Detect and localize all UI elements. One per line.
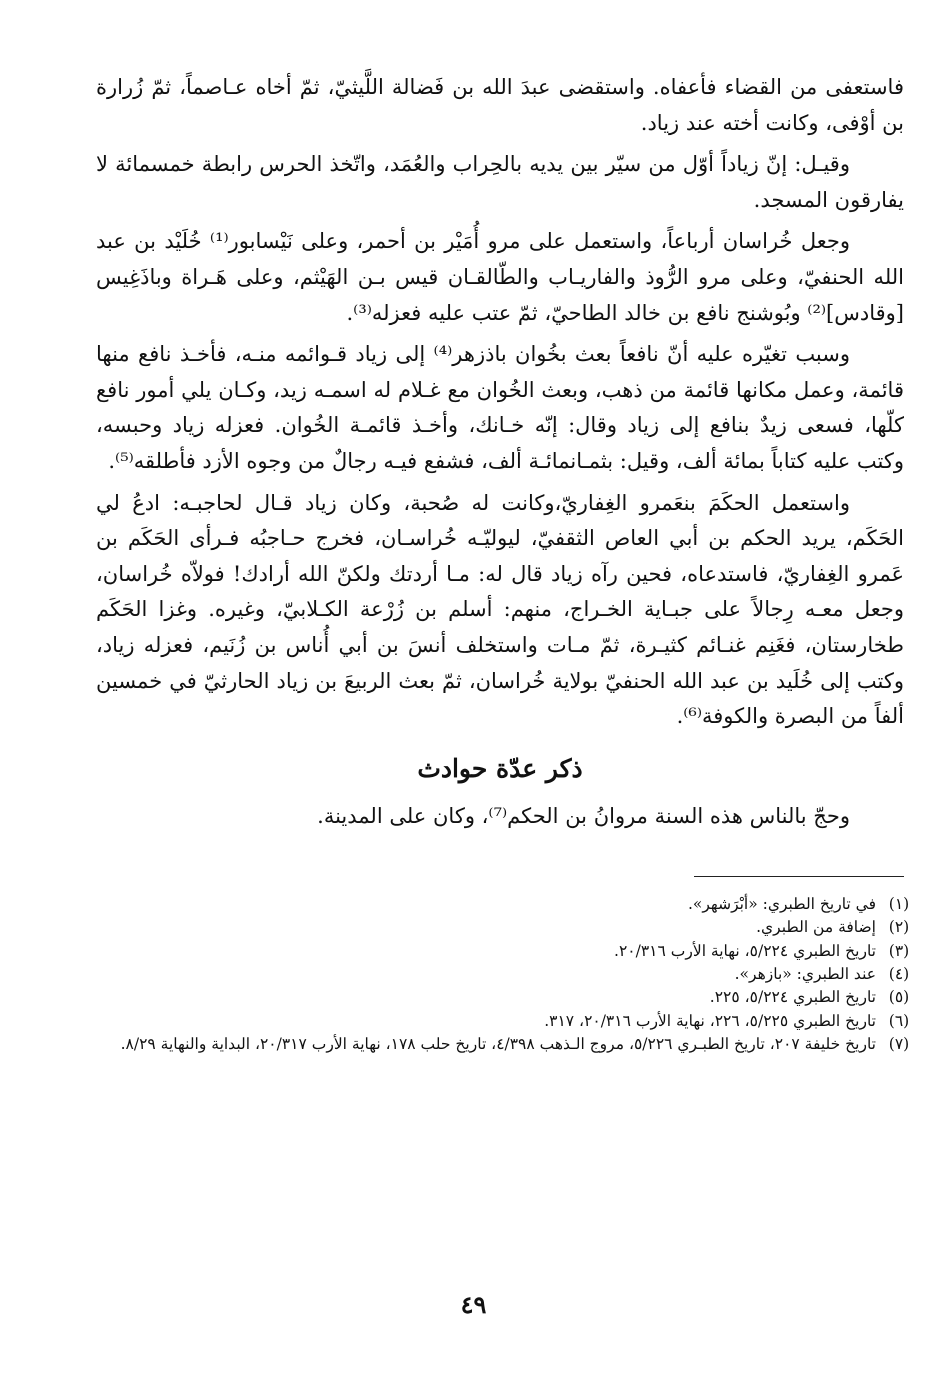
footnote-number: (٧) (888, 1035, 910, 1054)
footnote-number: (٣) (888, 941, 910, 960)
paragraph-1: فاستعفى من القضاء فأعفاه. واستقضى عبدَ الله بن فَضالة اللَّيثيّ، ثمّ أخاه عـاصماً، ثمّ زُرارة بن أوْفى، وكانت أخته عند زياد. (96, 75, 904, 135)
footnotes (114, 893, 922, 1057)
paragraph-5: واستعمل الحكَمَ بنعَمرو الغِفاريّ،وكانت له صُحبة، وكان زياد قـال لحاجبـه: ادعُ لي الحَكَم، يريد الحكم بن أبي العاص الثقفيّ، ليوليّـه خُراسـان، فخرج حـاجبُه فـرأى الحَكَم بن عَمرو الغِفاريّ، فاستدعاه، فحين رآه زياد قال له: مـا أردتك ولكنّ الله أرادك! فولاّه خُراسان، وجعل معـه رِجالاً على جبـاية الخـراج، منهم: أسلم بن زُرْعة الكـلابيّ، وغيره. وغزا الحَكَم طخارستان، فغَنِم غنـائم كثيـرة، ثمّ مـات واستخلف أنسَ بن أبي أُناس بن زُنَيم، فعزله زياد، وكتب إلى خُلَيد بن عبد الله الحنفيّ بولاية خُراسان، ثمّ بعث الربيعَ بن زياد الحارثيّ في خمسين ألفاً من البصرة والكوفة⁽⁶⁾. (96, 490, 904, 729)
footnote (114, 893, 922, 916)
paragraph-4: وسبب تغيّره عليه أنّ نافعاً بعث بخُوان باذزهر⁽⁴⁾ إلى زياد قـوائمه منـه، فأخـذ نافع منها قائمة، وعمل مكانها قائمة من ذهب، وبعث الخُوان مع غـلام له اسمـه زيد، وكـان يلي أمور نافع كلّها، فسعى زيدٌ بنافع إلى زياد وقال: إنّه خـانك، وأخـذ قائمـة الخُوان. فعزله زياد وحبسه، وكتب عليه كتاباً بمائة ألف، وقيل: بثمـانمائـة ألف، فشفع فيـه رجالٌ من وجوه الأزد فأطلقه⁽⁵⁾. (96, 342, 904, 473)
paragraph-2: وقيـل: إنّ زياداً أوّل من سيّر بين يديه بالحِراب والعُمَد، واتّخذ الحرس رابطة خمسمائة لا يفارقون المسجد. (96, 152, 904, 212)
footnote-text: في تاريخ الطبري: «أبْرَشهر». (687, 894, 876, 913)
footnote-divider (694, 876, 904, 877)
footnote (114, 986, 922, 1009)
footnote-text: إضافة من الطبري. (756, 918, 876, 937)
footnote-text: تاريخ الطبري ٥/٢٢٥، ٢٢٦، نهاية الأرب ٢٠/٣١٦، ٣١٧. (544, 1011, 876, 1030)
footnote-text: تاريخ خليفة ٢٠٧، تاريخ الطبـري ٥/٢٢٦، مروج الـذهب ٤/٣٩٨، تاريخ حلب ١٧٨، نهاية الأرب ٢٠/٣١٧، البداية والنهاية ٨/٢٩. (120, 1035, 876, 1054)
paragraph-3: وجعل خُراسان أرباعاً، واستعمل على مرو أُمَيْر بن أحمر، وعلى نَيْسابور⁽¹⁾ خُلَيْد بن عبد الله الحنفيّ، وعلى مرو الرُّوذ والفاريـاب والطّالقـان قيس بـن الهَيْثم، وعلى هَـراة وباذَغِيس [وقادس]⁽²⁾ وبُوشنج نافع بن خالد الطاحيّ، ثمّ عتب عليه فعزله⁽³⁾. (96, 229, 904, 325)
footnote-number: (٤) (888, 964, 910, 983)
footnote-number: (٥) (888, 988, 910, 1007)
footnote-number: (٦) (888, 1011, 910, 1030)
footnote (114, 940, 922, 963)
footnote (114, 963, 922, 986)
section-heading: ذكر عدّة حوادث (417, 753, 583, 783)
document-page (96, 70, 910, 1330)
section-paragraph: وحجّ بالناس هذه السنة مروانُ بن الحكم⁽⁷⁾، وكان على المدينة. (317, 803, 850, 828)
footnote-text: تاريخ الطبري ٥/٢٢٤، ٢٢٥. (709, 988, 876, 1007)
footnote (114, 1010, 922, 1033)
body-text (96, 70, 904, 735)
footnote (114, 916, 922, 939)
footnote-text: تاريخ الطبري ٥/٢٢٤، نهاية الأرب ٢٠/٣١٦. (614, 941, 876, 960)
footnote (114, 1033, 922, 1056)
footnote-number: (٢) (888, 918, 910, 937)
footnote-number: (١) (888, 894, 910, 913)
footnote-text: عند الطبري: «بازهر». (734, 964, 876, 983)
page-number: ٤٩ (460, 1290, 487, 1319)
